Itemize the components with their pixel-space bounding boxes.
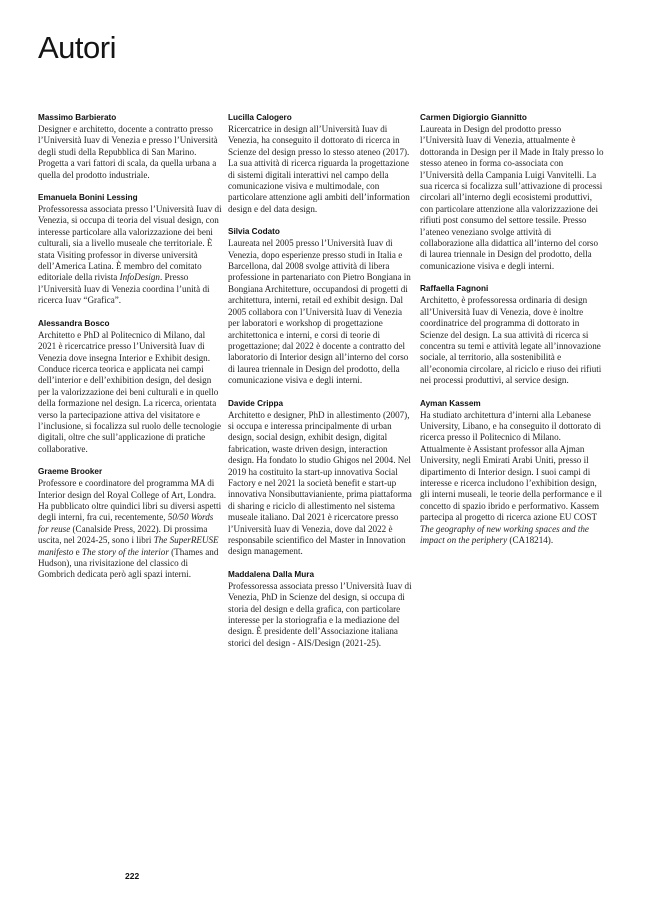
author-name: Lucilla Calogero — [228, 113, 292, 122]
author-bio: Professoressa associata presso l’Università Iuav di Venezia, si occupa di teoria del visual design, con interesse particolare alla valorizzazione dei beni culturali, sia a livello museale che territoriale. È stata Visiting professor in diverse università dell’America Latina. È membro del comitato editoriale della rivista InfoDesign. Presso l’Università Iuav di Venezia coordina l’unità di ricerca Iuav “Grafica”. — [38, 204, 222, 306]
book-title: 50/50 Words for reuse — [38, 512, 214, 534]
author-name: Massimo Barbierato — [38, 113, 117, 122]
author-entry — [38, 112, 222, 181]
journal-title: InfoDesign — [119, 272, 160, 283]
author-entry — [228, 569, 412, 649]
project-title: The geography of new working spaces and the impact on the periphery — [420, 523, 589, 545]
author-entry — [420, 398, 604, 547]
author-entry — [228, 398, 412, 558]
author-name: Davide Crippa — [228, 398, 284, 408]
authors-column-2 — [228, 112, 412, 660]
author-bio: Architetto, è professoressa ordinaria di design all’Università Iuav di Venezia, dove è inoltre coordinatrice del programma di dottorato in Scienze del design. La sua attività di ricerca si concentra su temi e attività legate all’innovazione sociale, al territorio, alla sostenibilità e all’economia circolare, al riciclo e riuso dei rifiuti nei processi produttivi, al service design. — [420, 295, 602, 386]
book-title: The SuperREUSE manifesto — [38, 535, 219, 557]
author-name: Raffaella Fagnoni — [420, 284, 489, 294]
author-bio: Laureata in Design del prodotto presso l’Università Iuav di Venezia, attualmente è dottoranda in Design per il Made in Italy presso lo stesso ateneo in forma co-associata con l’Università della Campania Luigi Vanvitelli. La sua ricerca si focalizza sull’attivazione di processi circolari all’interno degli ecosistemi produttivi, con particolare attenzione alla valorizzazione dei rifiuti post consumo del settore tessile. Presso l’ateneo veneziano svolge attività di collaborazione alla didattica all’interno del corso di laurea triennale in Design del prodotto, della comunicazione visiva e degli interni. — [420, 124, 604, 271]
author-name: Emanuela Bonini Lessing — [38, 193, 138, 203]
author-entry — [420, 112, 604, 272]
author-entry — [38, 466, 222, 581]
author-bio: Architetto e PhD al Politecnico di Milano, dal 2021 è ricercatrice presso l’Università Iuav di Venezia dove insegna Interior e Exhibit design. Conduce ricerca teorica e applicata nei campi dell’interior e dell’exhibition design, del design per la valorizzazione dei beni culturali e in quello della formazione nel design. La ricerca, orientata verso la partecipazione attiva del visitatore e l’inclusione, si focalizza sul ruolo delle tecnologie digitali, oltre che sull’applicazione di pratiche collaborative. — [38, 329, 222, 454]
page-title: Autori — [38, 30, 116, 65]
author-bio: Designer e architetto, docente a contratto presso l’Università Iuav di Venezia e presso l’Università degli studi della Repubblica di San Marino. Progetta a vari fattori di scala, da quella urbana a quella del prodotto industriale. — [38, 124, 218, 180]
author-entry — [38, 192, 222, 307]
author-entry — [228, 112, 412, 215]
author-name: Alessandra Bosco — [38, 318, 110, 328]
author-bio: Architetto e designer, PhD in allestimento (2007), si occupa e interessa principalmente di urban design, social design, exhibit design, digital fabrication, waste driven design, interaction design. Ha fondato lo studio Ghigos nel 2004. Nel 2019 ha costituito la start-up innovativa Social Factory e nel 2021 la società benefit e start-up innovativa Nonsibuttavianiente, prima piattaforma di sharing e riciclo di allestimento nel sistema museale italiano. Dal 2021 è ricercatore presso l’Università Iuav di Venezia, dove dal 2022 è responsabile scientifico del Master in Innovation design management. — [228, 409, 412, 557]
author-bio: Ha studiato architettura d’interni alla Lebanese University, Libano, e ha conseguito il dottorato di ricerca presso il Politecnico di Milano. Attualmente è Assistant professor alla Ajman University, negli Emirati Arabi Uniti, presso il dipartimento di Interior design. I suoi campi di interesse e ricerca includono l’exhibition design, gli interni museali, le teorie della performance e il concetto di spazio ibrido e performativo. Kassem partecipa al progetto di ricerca azione EU COST The geography of new working spaces and the impact on the periphery (CA18214). — [420, 409, 603, 545]
book-title: The story of the interior — [81, 546, 169, 557]
author-name: Silvia Codato — [228, 227, 280, 237]
author-name: Ayman Kassem — [420, 398, 481, 408]
page-number: 222 — [125, 871, 140, 881]
author-name: Graeme Brooker — [38, 467, 103, 477]
author-entry — [38, 318, 222, 455]
author-name: Carmen Digiorgio Giannitto — [420, 113, 527, 122]
author-entry — [420, 283, 604, 386]
author-bio: Laureata nel 2005 presso l’Università Iuav di Venezia, dopo esperienze presso studi in Italia e Barcellona, dal 2008 svolge attività di libera professione in partenariato con Pietro Bongiana in Bongiana Architetture, occupandosi di progetti di architettura, interni, retail ed exhibit design. Dal 2005 collabora con l’Università Iuav di Venezia per laboratori e workshop di progettazione architettonica e interni, e corsi di teorie di progettazione; dal 2022 è docente a contratto del laboratorio di Interior design all’interno del corso di laurea triennale in Design del prodotto, della comunicazione visiva e degli interni. — [228, 238, 411, 386]
author-bio: Professore e coordinatore del programma MA di Interior design del Royal College of Art, Londra. Ha pubblicato oltre quindici libri su diversi aspetti degli interni, fra cui, recentemente, 50/50 Words for reuse (Canalside Press, 2022). Di prossima uscita, nel 2024-25, sono i libri The SuperREUSE manifesto e The story of the interior (Thames and Hudson), una rivisitazione del classico di Gombrich dedicata però agli spazi interni. — [38, 478, 222, 580]
author-bio: Ricercatrice in design all’Università Iuav di Venezia, ha conseguito il dottorato di ricerca in Scienze del design presso lo stesso ateneo (2017). La sua attività di ricerca riguarda la progettazione di sistemi digitali interattivi nel campo della comunicazione visiva e multimodale, con particolare attenzione agli ambiti dell’information design e del data design. — [228, 124, 410, 214]
author-name: Maddalena Dalla Mura — [228, 569, 314, 579]
author-entry — [228, 226, 412, 386]
authors-column-1 — [38, 112, 222, 592]
authors-column-3 — [420, 112, 604, 557]
author-bio: Professoressa associata presso l’Università Iuav di Venezia, PhD in Scienze del design, si occupa di storia del design e della grafica, con particolare interesse per la storiografia e la mediazione del design. È presidente dell’Associazione italiana storici del design - AIS/Design (2021-25). — [228, 580, 412, 648]
